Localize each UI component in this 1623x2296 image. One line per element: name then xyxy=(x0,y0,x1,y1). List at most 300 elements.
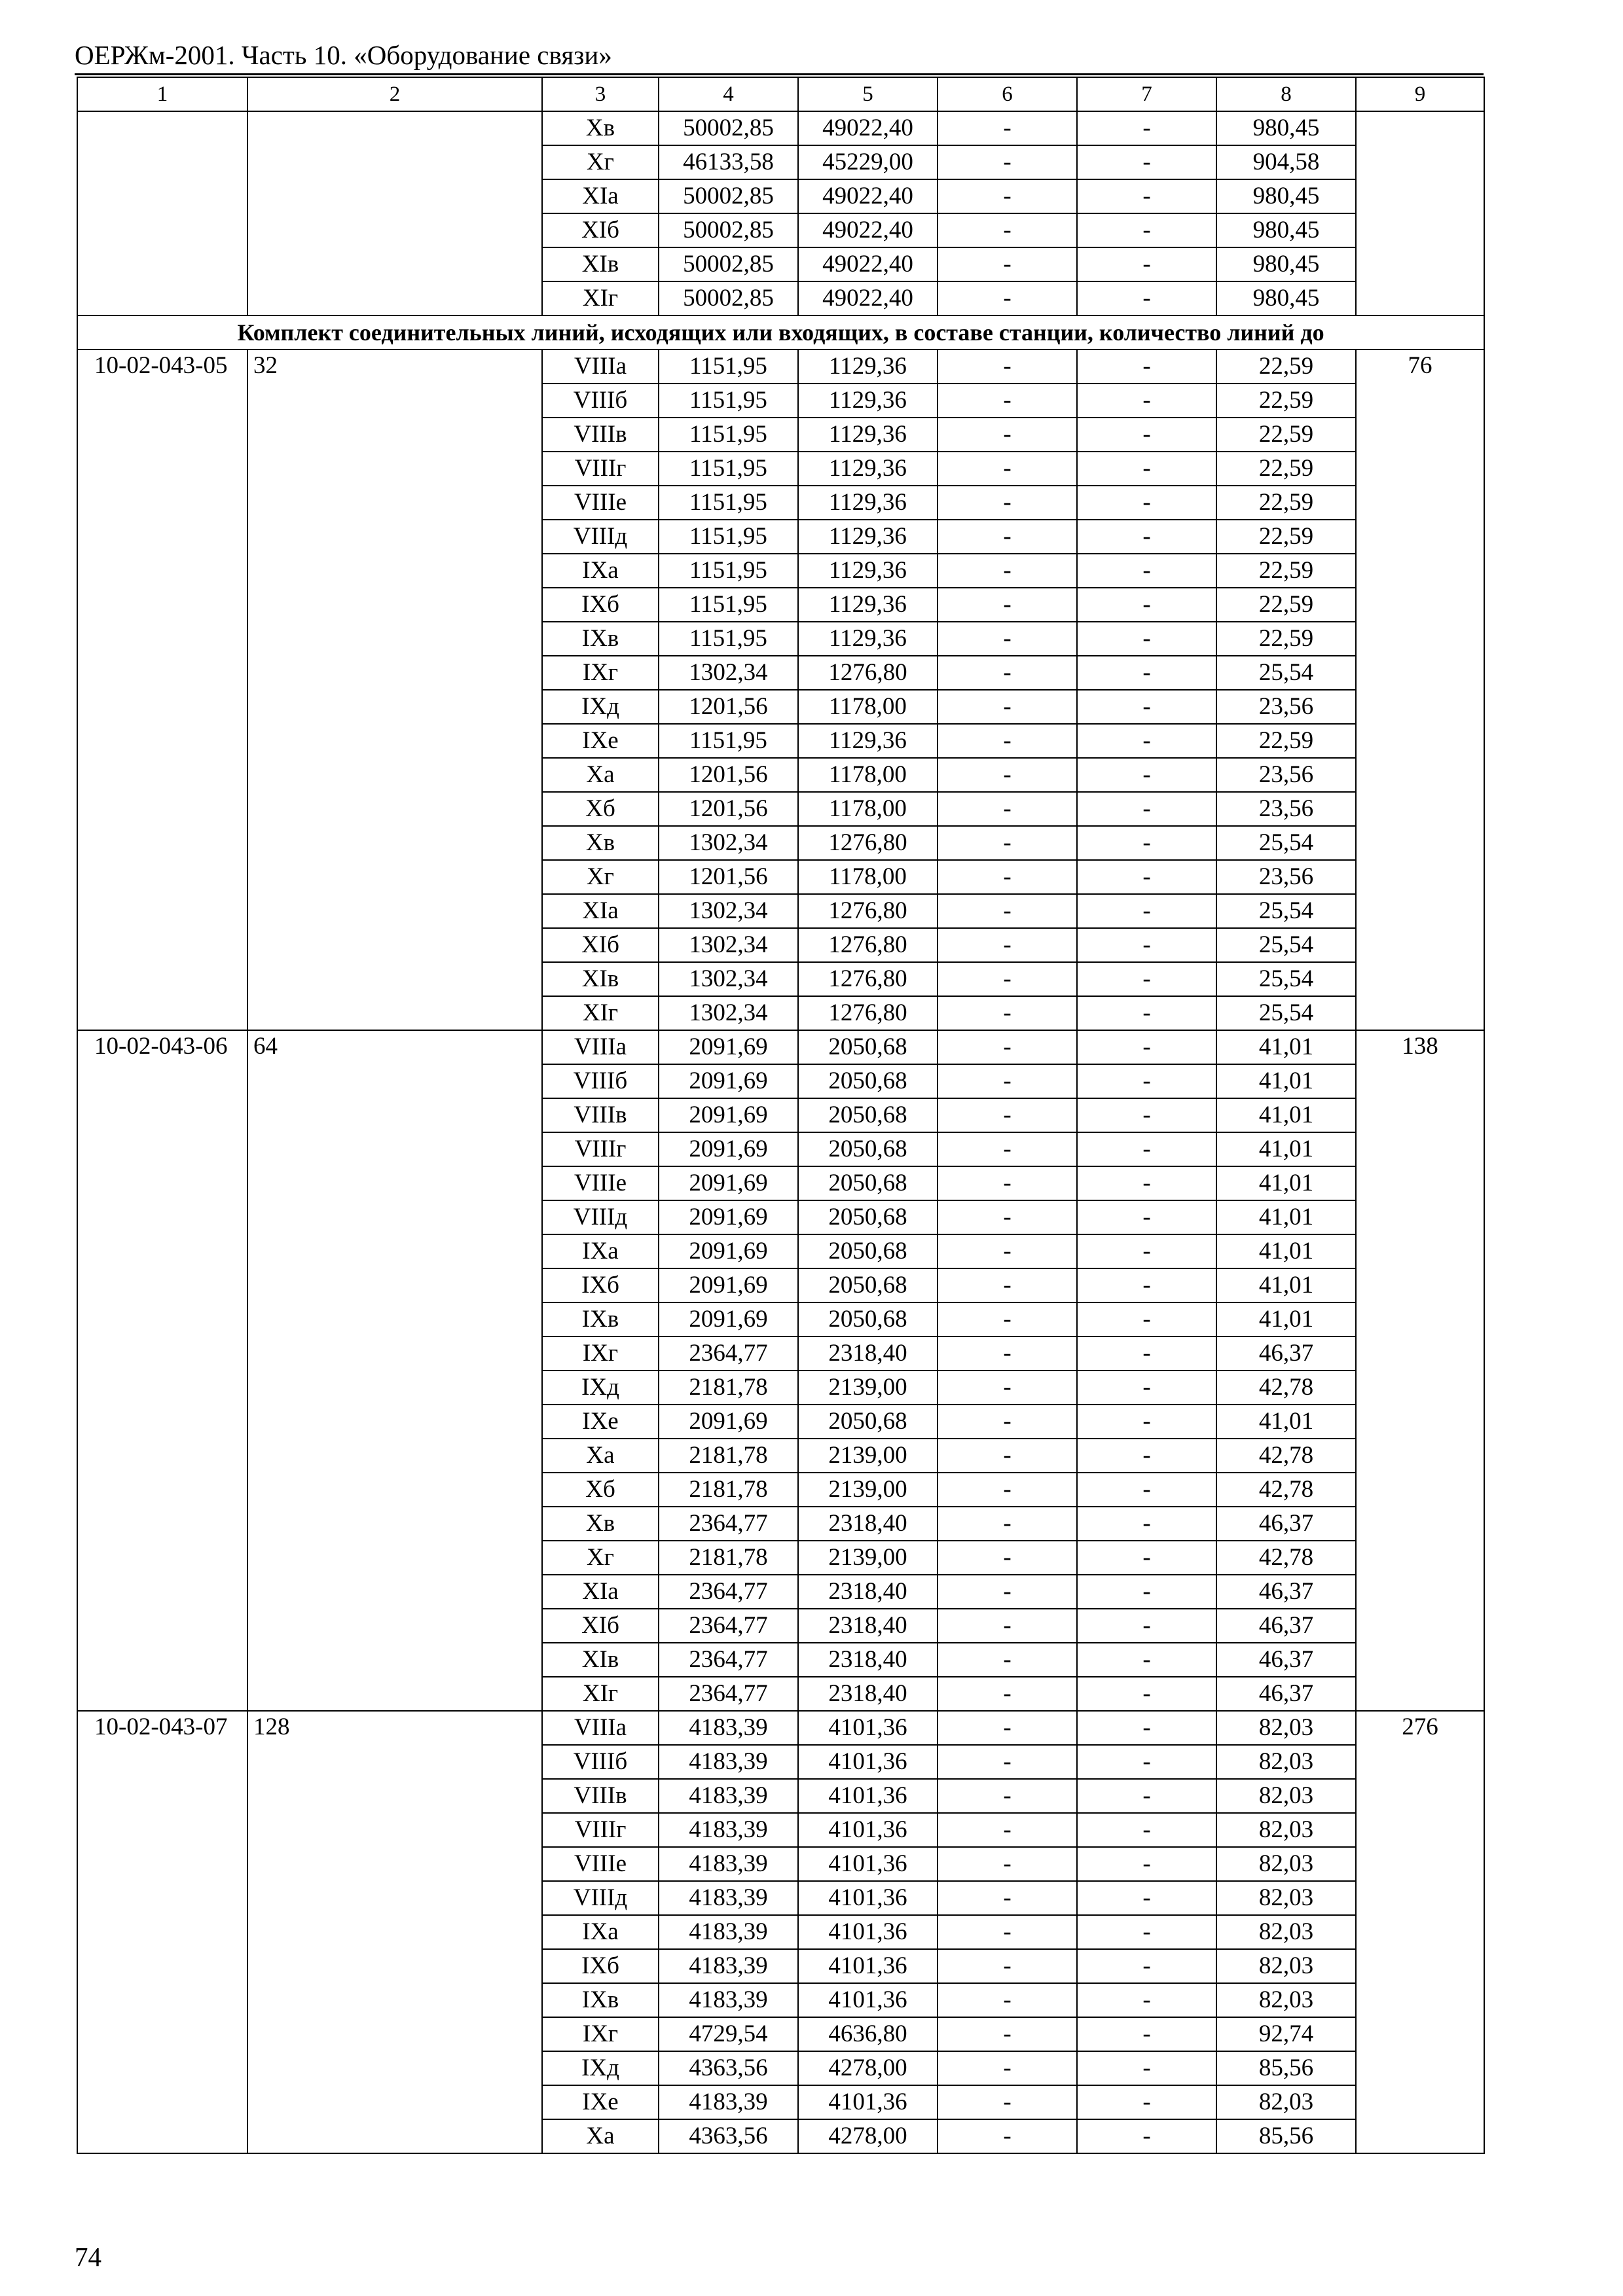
total-cost-cell: 50002,85 xyxy=(659,213,798,247)
region-zone-cell: IXв xyxy=(542,622,659,656)
materials-cost-cell: 92,74 xyxy=(1216,2017,1356,2051)
machine-cost-cell: - xyxy=(938,1847,1077,1881)
labor-cost-cell: 2318,40 xyxy=(798,1336,938,1371)
total-cost-cell: 2364,77 xyxy=(659,1609,798,1643)
machine-cost-cell: - xyxy=(938,1609,1077,1643)
total-cost-cell: 4183,39 xyxy=(659,1745,798,1779)
labor-cost-cell: 1276,80 xyxy=(798,656,938,690)
driver-wage-cell: - xyxy=(1077,2051,1216,2085)
labor-cost-cell: 2318,40 xyxy=(798,1507,938,1541)
machine-cost-cell: - xyxy=(938,1507,1077,1541)
machine-cost-cell: - xyxy=(938,1643,1077,1677)
materials-cost-cell: 46,37 xyxy=(1216,1677,1356,1711)
region-zone-cell: VIIIд xyxy=(542,520,659,554)
machine-cost-cell: - xyxy=(938,213,1077,247)
total-cost-cell: 4183,39 xyxy=(659,1949,798,1983)
total-cost-cell: 2091,69 xyxy=(659,1166,798,1200)
materials-cost-cell: 41,01 xyxy=(1216,1302,1356,1336)
labor-cost-cell: 4101,36 xyxy=(798,1745,938,1779)
total-cost-cell: 2091,69 xyxy=(659,1132,798,1166)
region-zone-cell: IXб xyxy=(542,1268,659,1302)
total-cost-cell: 2091,69 xyxy=(659,1302,798,1336)
quantity-cell: 64 xyxy=(247,1030,542,1711)
labor-cost-cell: 4278,00 xyxy=(798,2051,938,2085)
total-cost-cell: 1302,34 xyxy=(659,928,798,962)
driver-wage-cell: - xyxy=(1077,588,1216,622)
materials-cost-cell: 23,56 xyxy=(1216,792,1356,826)
total-cost-cell: 50002,85 xyxy=(659,247,798,281)
total-cost-cell: 1151,95 xyxy=(659,452,798,486)
region-zone-cell: IXг xyxy=(542,1336,659,1371)
region-zone-cell: VIIIд xyxy=(542,1200,659,1234)
machine-cost-cell: - xyxy=(938,996,1077,1030)
machine-cost-cell: - xyxy=(938,1439,1077,1473)
total-cost-cell: 50002,85 xyxy=(659,281,798,315)
labor-cost-cell: 1129,36 xyxy=(798,588,938,622)
materials-cost-cell: 41,01 xyxy=(1216,1268,1356,1302)
column-number: 2 xyxy=(247,77,542,111)
materials-cost-cell: 22,59 xyxy=(1216,554,1356,588)
machine-cost-cell: - xyxy=(938,179,1077,213)
column-number: 5 xyxy=(798,77,938,111)
machine-cost-cell: - xyxy=(938,1473,1077,1507)
labor-cost-cell: 4101,36 xyxy=(798,1949,938,1983)
section-row xyxy=(77,315,1484,350)
labor-cost-cell: 1178,00 xyxy=(798,690,938,724)
materials-cost-cell: 22,59 xyxy=(1216,724,1356,758)
driver-wage-cell: - xyxy=(1077,1677,1216,1711)
labor-cost-cell: 4101,36 xyxy=(798,1779,938,1813)
region-zone-cell: IXд xyxy=(542,2051,659,2085)
materials-cost-cell: 42,78 xyxy=(1216,1473,1356,1507)
machine-cost-cell: - xyxy=(938,1745,1077,1779)
driver-wage-cell: - xyxy=(1077,1541,1216,1575)
driver-wage-cell: - xyxy=(1077,724,1216,758)
region-zone-cell: IXе xyxy=(542,2085,659,2119)
column-9-cell: 76 xyxy=(1356,350,1484,1030)
total-cost-cell: 2181,78 xyxy=(659,1439,798,1473)
region-zone-cell: XIв xyxy=(542,962,659,996)
materials-cost-cell: 41,01 xyxy=(1216,1234,1356,1268)
labor-cost-cell: 2318,40 xyxy=(798,1643,938,1677)
machine-cost-cell: - xyxy=(938,247,1077,281)
labor-cost-cell: 2050,68 xyxy=(798,1302,938,1336)
driver-wage-cell: - xyxy=(1077,1507,1216,1541)
machine-cost-cell: - xyxy=(938,350,1077,384)
labor-cost-cell: 4278,00 xyxy=(798,2119,938,2153)
machine-cost-cell: - xyxy=(938,1166,1077,1200)
materials-cost-cell: 980,45 xyxy=(1216,179,1356,213)
machine-cost-cell: - xyxy=(938,1200,1077,1234)
labor-cost-cell: 4101,36 xyxy=(798,1915,938,1949)
labor-cost-cell: 2050,68 xyxy=(798,1200,938,1234)
driver-wage-cell: - xyxy=(1077,1847,1216,1881)
machine-cost-cell: - xyxy=(938,1030,1077,1064)
driver-wage-cell: - xyxy=(1077,1371,1216,1405)
total-cost-cell: 50002,85 xyxy=(659,111,798,145)
machine-cost-cell: - xyxy=(938,1541,1077,1575)
machine-cost-cell: - xyxy=(938,622,1077,656)
labor-cost-cell: 49022,40 xyxy=(798,213,938,247)
region-zone-cell: XIа xyxy=(542,1575,659,1609)
machine-cost-cell: - xyxy=(938,1779,1077,1813)
total-cost-cell: 1201,56 xyxy=(659,758,798,792)
materials-cost-cell: 41,01 xyxy=(1216,1030,1356,1064)
materials-cost-cell: 25,54 xyxy=(1216,826,1356,860)
materials-cost-cell: 82,03 xyxy=(1216,1711,1356,1745)
materials-cost-cell: 41,01 xyxy=(1216,1166,1356,1200)
region-zone-cell: Xа xyxy=(542,1439,659,1473)
driver-wage-cell: - xyxy=(1077,826,1216,860)
labor-cost-cell: 1276,80 xyxy=(798,962,938,996)
materials-cost-cell: 22,59 xyxy=(1216,418,1356,452)
machine-cost-cell: - xyxy=(938,588,1077,622)
page-number: 74 xyxy=(75,2242,101,2272)
driver-wage-cell: - xyxy=(1077,792,1216,826)
total-cost-cell: 2364,77 xyxy=(659,1643,798,1677)
materials-cost-cell: 22,59 xyxy=(1216,452,1356,486)
driver-wage-cell: - xyxy=(1077,622,1216,656)
labor-cost-cell: 4101,36 xyxy=(798,1881,938,1915)
total-cost-cell: 2091,69 xyxy=(659,1405,798,1439)
column-number: 9 xyxy=(1356,77,1484,111)
driver-wage-cell: - xyxy=(1077,520,1216,554)
driver-wage-cell: - xyxy=(1077,350,1216,384)
machine-cost-cell: - xyxy=(938,1575,1077,1609)
machine-cost-cell: - xyxy=(938,452,1077,486)
labor-cost-cell: 2139,00 xyxy=(798,1371,938,1405)
labor-cost-cell: 49022,40 xyxy=(798,111,938,145)
region-zone-cell: VIIIд xyxy=(542,1881,659,1915)
driver-wage-cell: - xyxy=(1077,690,1216,724)
driver-wage-cell: - xyxy=(1077,962,1216,996)
region-zone-cell: XIг xyxy=(542,996,659,1030)
total-cost-cell: 4363,56 xyxy=(659,2119,798,2153)
materials-cost-cell: 980,45 xyxy=(1216,213,1356,247)
labor-cost-cell: 2050,68 xyxy=(798,1166,938,1200)
total-cost-cell: 2364,77 xyxy=(659,1677,798,1711)
driver-wage-cell: - xyxy=(1077,1439,1216,1473)
materials-cost-cell: 82,03 xyxy=(1216,1881,1356,1915)
region-zone-cell: IXа xyxy=(542,554,659,588)
region-zone-cell: XIг xyxy=(542,281,659,315)
labor-cost-cell: 1129,36 xyxy=(798,384,938,418)
driver-wage-cell: - xyxy=(1077,145,1216,179)
driver-wage-cell: - xyxy=(1077,213,1216,247)
labor-cost-cell: 2050,68 xyxy=(798,1405,938,1439)
total-cost-cell: 2364,77 xyxy=(659,1336,798,1371)
region-zone-cell: VIIIа xyxy=(542,1711,659,1745)
machine-cost-cell: - xyxy=(938,1371,1077,1405)
machine-cost-cell: - xyxy=(938,1336,1077,1371)
column-number: 4 xyxy=(659,77,798,111)
norms-table xyxy=(77,77,1485,2154)
machine-cost-cell: - xyxy=(938,1234,1077,1268)
total-cost-cell: 1151,95 xyxy=(659,724,798,758)
materials-cost-cell: 23,56 xyxy=(1216,860,1356,894)
machine-cost-cell: - xyxy=(938,1268,1077,1302)
total-cost-cell: 4183,39 xyxy=(659,2085,798,2119)
region-zone-cell: VIIIе xyxy=(542,486,659,520)
driver-wage-cell: - xyxy=(1077,1813,1216,1847)
materials-cost-cell: 25,54 xyxy=(1216,996,1356,1030)
machine-cost-cell: - xyxy=(938,792,1077,826)
labor-cost-cell: 2139,00 xyxy=(798,1541,938,1575)
region-zone-cell: XIб xyxy=(542,213,659,247)
driver-wage-cell: - xyxy=(1077,384,1216,418)
region-zone-cell: IXв xyxy=(542,1983,659,2017)
labor-cost-cell: 2139,00 xyxy=(798,1439,938,1473)
machine-cost-cell: - xyxy=(938,1711,1077,1745)
code-cell: 10-02-043-06 xyxy=(77,1030,247,1711)
driver-wage-cell: - xyxy=(1077,1132,1216,1166)
driver-wage-cell: - xyxy=(1077,1302,1216,1336)
materials-cost-cell: 46,37 xyxy=(1216,1507,1356,1541)
labor-cost-cell: 1129,36 xyxy=(798,724,938,758)
materials-cost-cell: 46,37 xyxy=(1216,1643,1356,1677)
driver-wage-cell: - xyxy=(1077,111,1216,145)
code-cell: 10-02-043-05 xyxy=(77,350,247,1030)
region-zone-cell: VIIIб xyxy=(542,1064,659,1098)
driver-wage-cell: - xyxy=(1077,1234,1216,1268)
region-zone-cell: VIIIе xyxy=(542,1166,659,1200)
region-zone-cell: Xг xyxy=(542,860,659,894)
materials-cost-cell: 85,56 xyxy=(1216,2119,1356,2153)
driver-wage-cell: - xyxy=(1077,1949,1216,1983)
machine-cost-cell: - xyxy=(938,2051,1077,2085)
machine-cost-cell: - xyxy=(938,1813,1077,1847)
driver-wage-cell: - xyxy=(1077,1915,1216,1949)
labor-cost-cell: 4101,36 xyxy=(798,1813,938,1847)
total-cost-cell: 4183,39 xyxy=(659,1711,798,1745)
labor-cost-cell: 2050,68 xyxy=(798,1064,938,1098)
region-zone-cell: XIв xyxy=(542,247,659,281)
labor-cost-cell: 4101,36 xyxy=(798,1711,938,1745)
driver-wage-cell: - xyxy=(1077,1711,1216,1745)
driver-wage-cell: - xyxy=(1077,1405,1216,1439)
machine-cost-cell: - xyxy=(938,486,1077,520)
total-cost-cell: 4183,39 xyxy=(659,1847,798,1881)
driver-wage-cell: - xyxy=(1077,247,1216,281)
driver-wage-cell: - xyxy=(1077,1200,1216,1234)
labor-cost-cell: 1178,00 xyxy=(798,758,938,792)
labor-cost-cell: 2139,00 xyxy=(798,1473,938,1507)
total-cost-cell: 4183,39 xyxy=(659,1983,798,2017)
labor-cost-cell: 2050,68 xyxy=(798,1098,938,1132)
driver-wage-cell: - xyxy=(1077,894,1216,928)
driver-wage-cell: - xyxy=(1077,1983,1216,2017)
materials-cost-cell: 82,03 xyxy=(1216,1779,1356,1813)
region-zone-cell: Xг xyxy=(542,145,659,179)
column-9-cell xyxy=(1356,111,1484,315)
labor-cost-cell: 1276,80 xyxy=(798,996,938,1030)
materials-cost-cell: 23,56 xyxy=(1216,690,1356,724)
total-cost-cell: 4729,54 xyxy=(659,2017,798,2051)
total-cost-cell: 1302,34 xyxy=(659,656,798,690)
region-zone-cell: VIIIа xyxy=(542,350,659,384)
materials-cost-cell: 22,59 xyxy=(1216,520,1356,554)
labor-cost-cell: 1276,80 xyxy=(798,928,938,962)
materials-cost-cell: 22,59 xyxy=(1216,384,1356,418)
machine-cost-cell: - xyxy=(938,111,1077,145)
machine-cost-cell: - xyxy=(938,1915,1077,1949)
machine-cost-cell: - xyxy=(938,1405,1077,1439)
labor-cost-cell: 4101,36 xyxy=(798,1847,938,1881)
region-zone-cell: Xг xyxy=(542,1541,659,1575)
region-zone-cell: Xа xyxy=(542,758,659,792)
machine-cost-cell: - xyxy=(938,554,1077,588)
section-title: Комплект соединительных линий, исходящих или входящих, в составе станции, количество линий до xyxy=(77,315,1484,350)
materials-cost-cell: 41,01 xyxy=(1216,1405,1356,1439)
code-cell xyxy=(77,111,247,315)
region-zone-cell: XIа xyxy=(542,894,659,928)
region-zone-cell: VIIIг xyxy=(542,452,659,486)
total-cost-cell: 2091,69 xyxy=(659,1064,798,1098)
machine-cost-cell: - xyxy=(938,1983,1077,2017)
region-zone-cell: VIIIв xyxy=(542,1779,659,1813)
region-zone-cell: IXв xyxy=(542,1302,659,1336)
driver-wage-cell: - xyxy=(1077,418,1216,452)
machine-cost-cell: - xyxy=(938,656,1077,690)
machine-cost-cell: - xyxy=(938,894,1077,928)
labor-cost-cell: 1129,36 xyxy=(798,520,938,554)
materials-cost-cell: 82,03 xyxy=(1216,1813,1356,1847)
page-header: ОЕРЖм-2001. Часть 10. «Оборудование связи» xyxy=(75,40,612,70)
column-number-row xyxy=(77,77,1484,111)
column-number: 1 xyxy=(77,77,247,111)
materials-cost-cell: 980,45 xyxy=(1216,247,1356,281)
materials-cost-cell: 41,01 xyxy=(1216,1064,1356,1098)
region-zone-cell: IXа xyxy=(542,1915,659,1949)
materials-cost-cell: 904,58 xyxy=(1216,145,1356,179)
driver-wage-cell: - xyxy=(1077,656,1216,690)
region-zone-cell: Xв xyxy=(542,826,659,860)
total-cost-cell: 2091,69 xyxy=(659,1268,798,1302)
total-cost-cell: 2091,69 xyxy=(659,1234,798,1268)
labor-cost-cell: 4101,36 xyxy=(798,1983,938,2017)
total-cost-cell: 4183,39 xyxy=(659,1779,798,1813)
column-number: 3 xyxy=(542,77,659,111)
materials-cost-cell: 980,45 xyxy=(1216,111,1356,145)
region-zone-cell: IXб xyxy=(542,1949,659,1983)
total-cost-cell: 1201,56 xyxy=(659,860,798,894)
driver-wage-cell: - xyxy=(1077,758,1216,792)
region-zone-cell: XIб xyxy=(542,928,659,962)
labor-cost-cell: 1129,36 xyxy=(798,486,938,520)
column-number: 7 xyxy=(1077,77,1216,111)
labor-cost-cell: 2050,68 xyxy=(798,1268,938,1302)
materials-cost-cell: 82,03 xyxy=(1216,1847,1356,1881)
machine-cost-cell: - xyxy=(938,1098,1077,1132)
labor-cost-cell: 1178,00 xyxy=(798,860,938,894)
materials-cost-cell: 25,54 xyxy=(1216,962,1356,996)
machine-cost-cell: - xyxy=(938,962,1077,996)
labor-cost-cell: 1129,36 xyxy=(798,350,938,384)
driver-wage-cell: - xyxy=(1077,1609,1216,1643)
driver-wage-cell: - xyxy=(1077,928,1216,962)
total-cost-cell: 2091,69 xyxy=(659,1098,798,1132)
machine-cost-cell: - xyxy=(938,2119,1077,2153)
driver-wage-cell: - xyxy=(1077,860,1216,894)
materials-cost-cell: 41,01 xyxy=(1216,1098,1356,1132)
driver-wage-cell: - xyxy=(1077,452,1216,486)
region-zone-cell: Xв xyxy=(542,111,659,145)
materials-cost-cell: 41,01 xyxy=(1216,1200,1356,1234)
materials-cost-cell: 46,37 xyxy=(1216,1336,1356,1371)
machine-cost-cell: - xyxy=(938,1677,1077,1711)
region-zone-cell: VIIIа xyxy=(542,1030,659,1064)
total-cost-cell: 2364,77 xyxy=(659,1575,798,1609)
machine-cost-cell: - xyxy=(938,1132,1077,1166)
materials-cost-cell: 23,56 xyxy=(1216,758,1356,792)
materials-cost-cell: 22,59 xyxy=(1216,622,1356,656)
region-zone-cell: IXд xyxy=(542,690,659,724)
region-zone-cell: IXб xyxy=(542,588,659,622)
driver-wage-cell: - xyxy=(1077,2119,1216,2153)
total-cost-cell: 1151,95 xyxy=(659,622,798,656)
driver-wage-cell: - xyxy=(1077,179,1216,213)
machine-cost-cell: - xyxy=(938,724,1077,758)
materials-cost-cell: 42,78 xyxy=(1216,1371,1356,1405)
labor-cost-cell: 45229,00 xyxy=(798,145,938,179)
column-9-cell: 276 xyxy=(1356,1711,1484,2153)
materials-cost-cell: 980,45 xyxy=(1216,281,1356,315)
machine-cost-cell: - xyxy=(938,690,1077,724)
total-cost-cell: 46133,58 xyxy=(659,145,798,179)
total-cost-cell: 1302,34 xyxy=(659,962,798,996)
total-cost-cell: 1201,56 xyxy=(659,690,798,724)
region-zone-cell: IXе xyxy=(542,1405,659,1439)
total-cost-cell: 50002,85 xyxy=(659,179,798,213)
labor-cost-cell: 1129,36 xyxy=(798,452,938,486)
materials-cost-cell: 22,59 xyxy=(1216,350,1356,384)
labor-cost-cell: 4636,80 xyxy=(798,2017,938,2051)
region-zone-cell: Xб xyxy=(542,1473,659,1507)
materials-cost-cell: 82,03 xyxy=(1216,1949,1356,1983)
materials-cost-cell: 25,54 xyxy=(1216,894,1356,928)
driver-wage-cell: - xyxy=(1077,1166,1216,1200)
region-zone-cell: Xа xyxy=(542,2119,659,2153)
total-cost-cell: 2181,78 xyxy=(659,1541,798,1575)
labor-cost-cell: 2318,40 xyxy=(798,1609,938,1643)
materials-cost-cell: 25,54 xyxy=(1216,928,1356,962)
labor-cost-cell: 1276,80 xyxy=(798,826,938,860)
total-cost-cell: 4183,39 xyxy=(659,1915,798,1949)
labor-cost-cell: 1129,36 xyxy=(798,622,938,656)
labor-cost-cell: 1178,00 xyxy=(798,792,938,826)
driver-wage-cell: - xyxy=(1077,1745,1216,1779)
materials-cost-cell: 22,59 xyxy=(1216,588,1356,622)
materials-cost-cell: 82,03 xyxy=(1216,1983,1356,2017)
driver-wage-cell: - xyxy=(1077,1643,1216,1677)
labor-cost-cell: 49022,40 xyxy=(798,247,938,281)
column-number: 8 xyxy=(1216,77,1356,111)
region-zone-cell: XIб xyxy=(542,1609,659,1643)
total-cost-cell: 4183,39 xyxy=(659,1881,798,1915)
machine-cost-cell: - xyxy=(938,1881,1077,1915)
region-zone-cell: IXг xyxy=(542,2017,659,2051)
quantity-cell: 128 xyxy=(247,1711,542,2153)
driver-wage-cell: - xyxy=(1077,1881,1216,1915)
materials-cost-cell: 85,56 xyxy=(1216,2051,1356,2085)
materials-cost-cell: 42,78 xyxy=(1216,1541,1356,1575)
labor-cost-cell: 2318,40 xyxy=(798,1677,938,1711)
total-cost-cell: 1151,95 xyxy=(659,418,798,452)
region-zone-cell: XIа xyxy=(542,179,659,213)
total-cost-cell: 1151,95 xyxy=(659,554,798,588)
table-row xyxy=(77,1030,1484,1064)
total-cost-cell: 1151,95 xyxy=(659,588,798,622)
